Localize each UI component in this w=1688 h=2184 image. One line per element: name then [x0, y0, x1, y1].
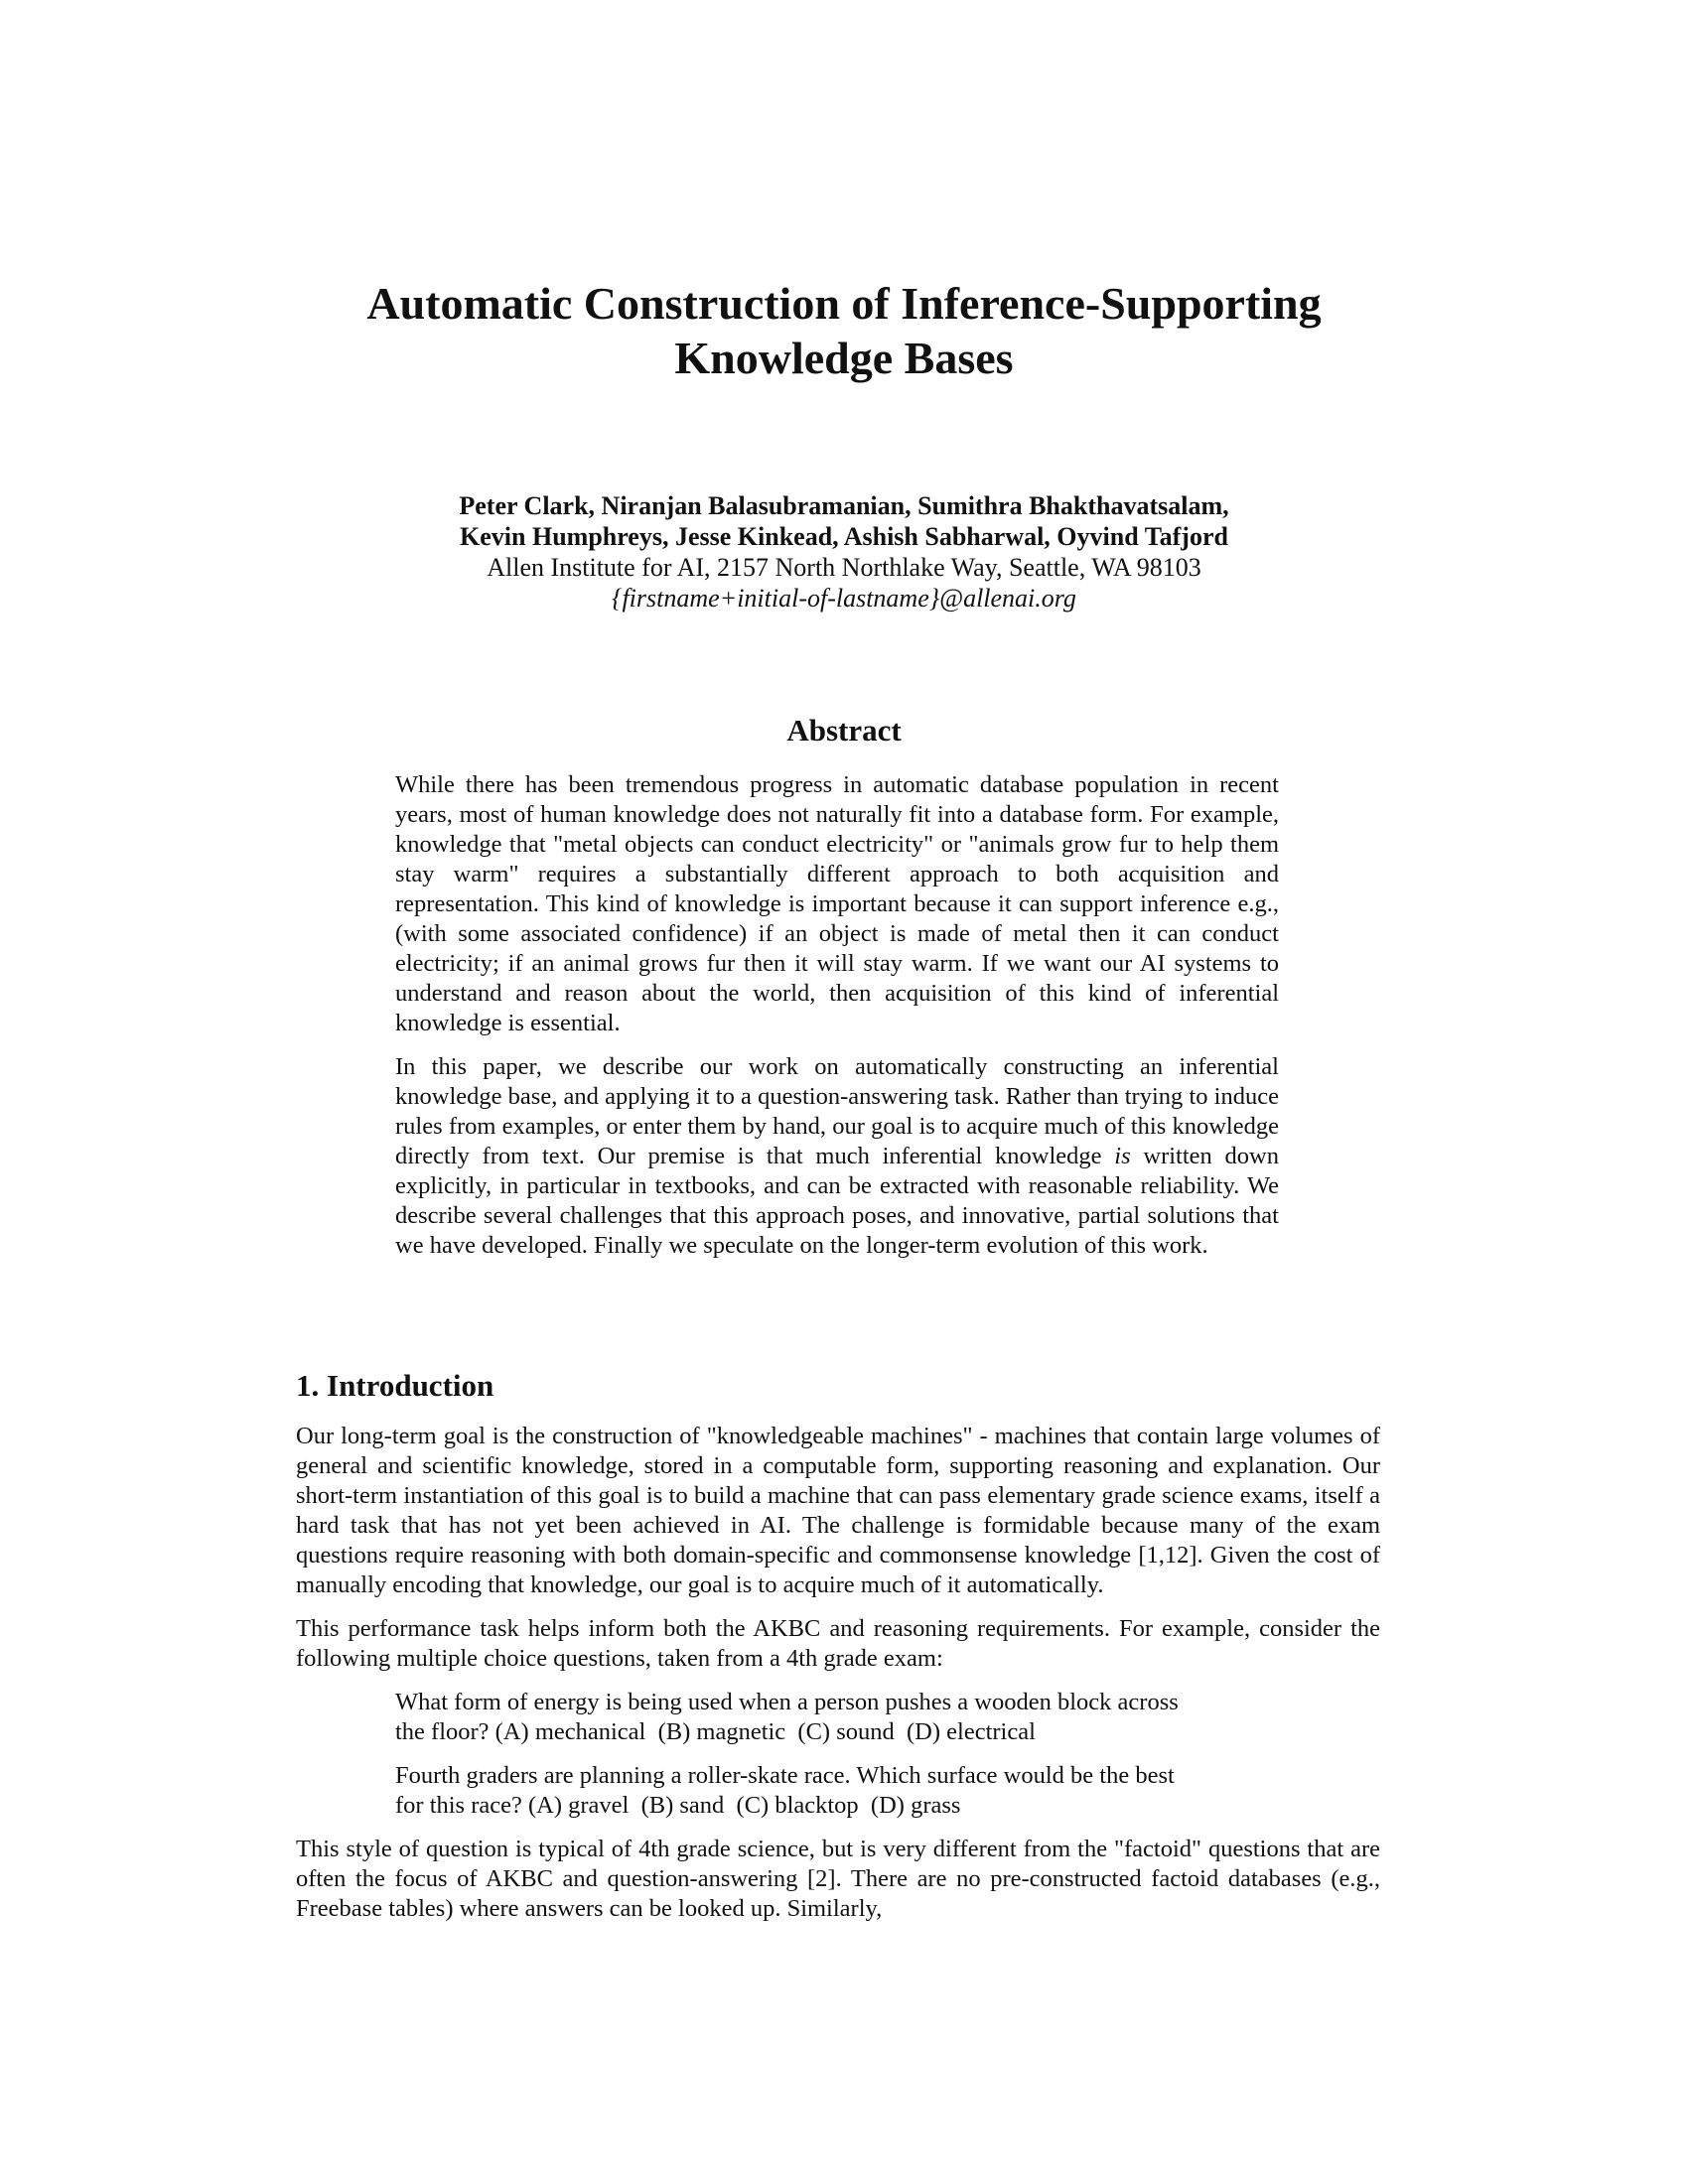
abstract-paragraph-1: While there has been tremendous progress in automatic database population in recent years, most of human knowledge does not naturally fit into a database form. For example, knowledge that "metal objects can conduct electricity" or "animals grow fur to help them stay warm" requires a substantially different approach to both acquisition and representation. This kind of knowledge is important because it can support inference e.g., (with some associated confidence) if an object is made of metal then it can conduct electricity; if an animal grows fur then it will stay warm. If we want our AI systems to understand and reason about the world, then acquisition of this kind of inferential knowledge is essential. [395, 771, 1279, 1036]
abstract-paragraph-2-text-b: written down explicitly, in particular in textbooks, and can be extracted with reasonable reliability. We describe several challenges that this approach poses, and innovative, partial solutions that we have developed. Finally we speculate on the longer-term evolution of this work. [395, 1143, 1279, 1259]
author-names-line1: Peter Clark, Niranjan Balasubramanian, Sumithra Bhakthavatsalam, [459, 491, 1229, 520]
example-question-1-line2: the floor? (A) mechanical (B) magnetic (C) sound (D) electrical [395, 1718, 1036, 1745]
intro-paragraph-2: This performance task helps inform both the AKBC and reasoning requirements. For example, consider the following multiple choice questions, taken from a 4th grade exam: [296, 1615, 1380, 1672]
abstract-paragraph-2 [395, 1052, 1279, 1261]
introduction-body [296, 1422, 1380, 1938]
paper-title [248, 276, 1440, 385]
paper-title-line2: Knowledge Bases [674, 333, 1014, 383]
intro-paragraph-1: Our long-term goal is the construction of "knowledgeable machines" - machines that contain large volumes of general and scientific knowledge, stored in a computable form, supporting reasoning and explanation. Our short-term instantiation of this goal is to build a machine that can pass elementary grade science exams, itself a hard task that has not yet been achieved in AI. The challenge is formidable because many of the exam questions require reasoning with both domain-specific and commonsense knowledge [1,12]. Given the cost of manually encoding that knowledge, our goal is to acquire much of it automatically. [296, 1423, 1380, 1598]
abstract-body [395, 770, 1279, 1275]
paper-title-line1: Automatic Construction of Inference-Supporting [366, 278, 1322, 329]
example-question-2-line2: for this race? (A) gravel (B) sand (C) blacktop (D) grass [395, 1792, 961, 1819]
example-question-2-line1: Fourth graders are planning a roller-skate race. Which surface would be the best [395, 1762, 1175, 1789]
abstract-paragraph-2-emphasis: is [1114, 1143, 1131, 1169]
abstract-paragraph-2-text-a: In this paper, we describe our work on automatically constructing an inferential knowledge base, and applying it to a question-answering task. Rather than trying to induce rules from examples, or enter them by hand, our goal is to acquire much of this knowledge directly from text. Our premise is that much inferential knowledge [395, 1053, 1279, 1169]
author-affiliation: Allen Institute for AI, 2157 North Northlake Way, Seattle, WA 98103 [487, 553, 1201, 582]
example-question-1-line1: What form of energy is being used when a person pushes a wooden block across [395, 1689, 1179, 1715]
example-question-2 [395, 1761, 1289, 1821]
section-heading-introduction: 1. Introduction [296, 1368, 494, 1403]
abstract-heading: Abstract [786, 713, 902, 748]
example-question-1 [395, 1688, 1289, 1747]
author-email: {firstname+initial-of-lastname}@allenai.org [612, 584, 1076, 613]
author-names-line2: Kevin Humphreys, Jesse Kinkead, Ashish Sabharwal, Oyvind Tafjord [460, 522, 1228, 551]
author-block [248, 490, 1440, 614]
intro-paragraph-3: This style of question is typical of 4th grade science, but is very different from the "factoid" questions that are often the focus of AKBC and question-answering [2]. There are no pre-constructed factoid databases (e.g., Freebase tables) where answers can be looked up. Similarly, [296, 1836, 1380, 1922]
